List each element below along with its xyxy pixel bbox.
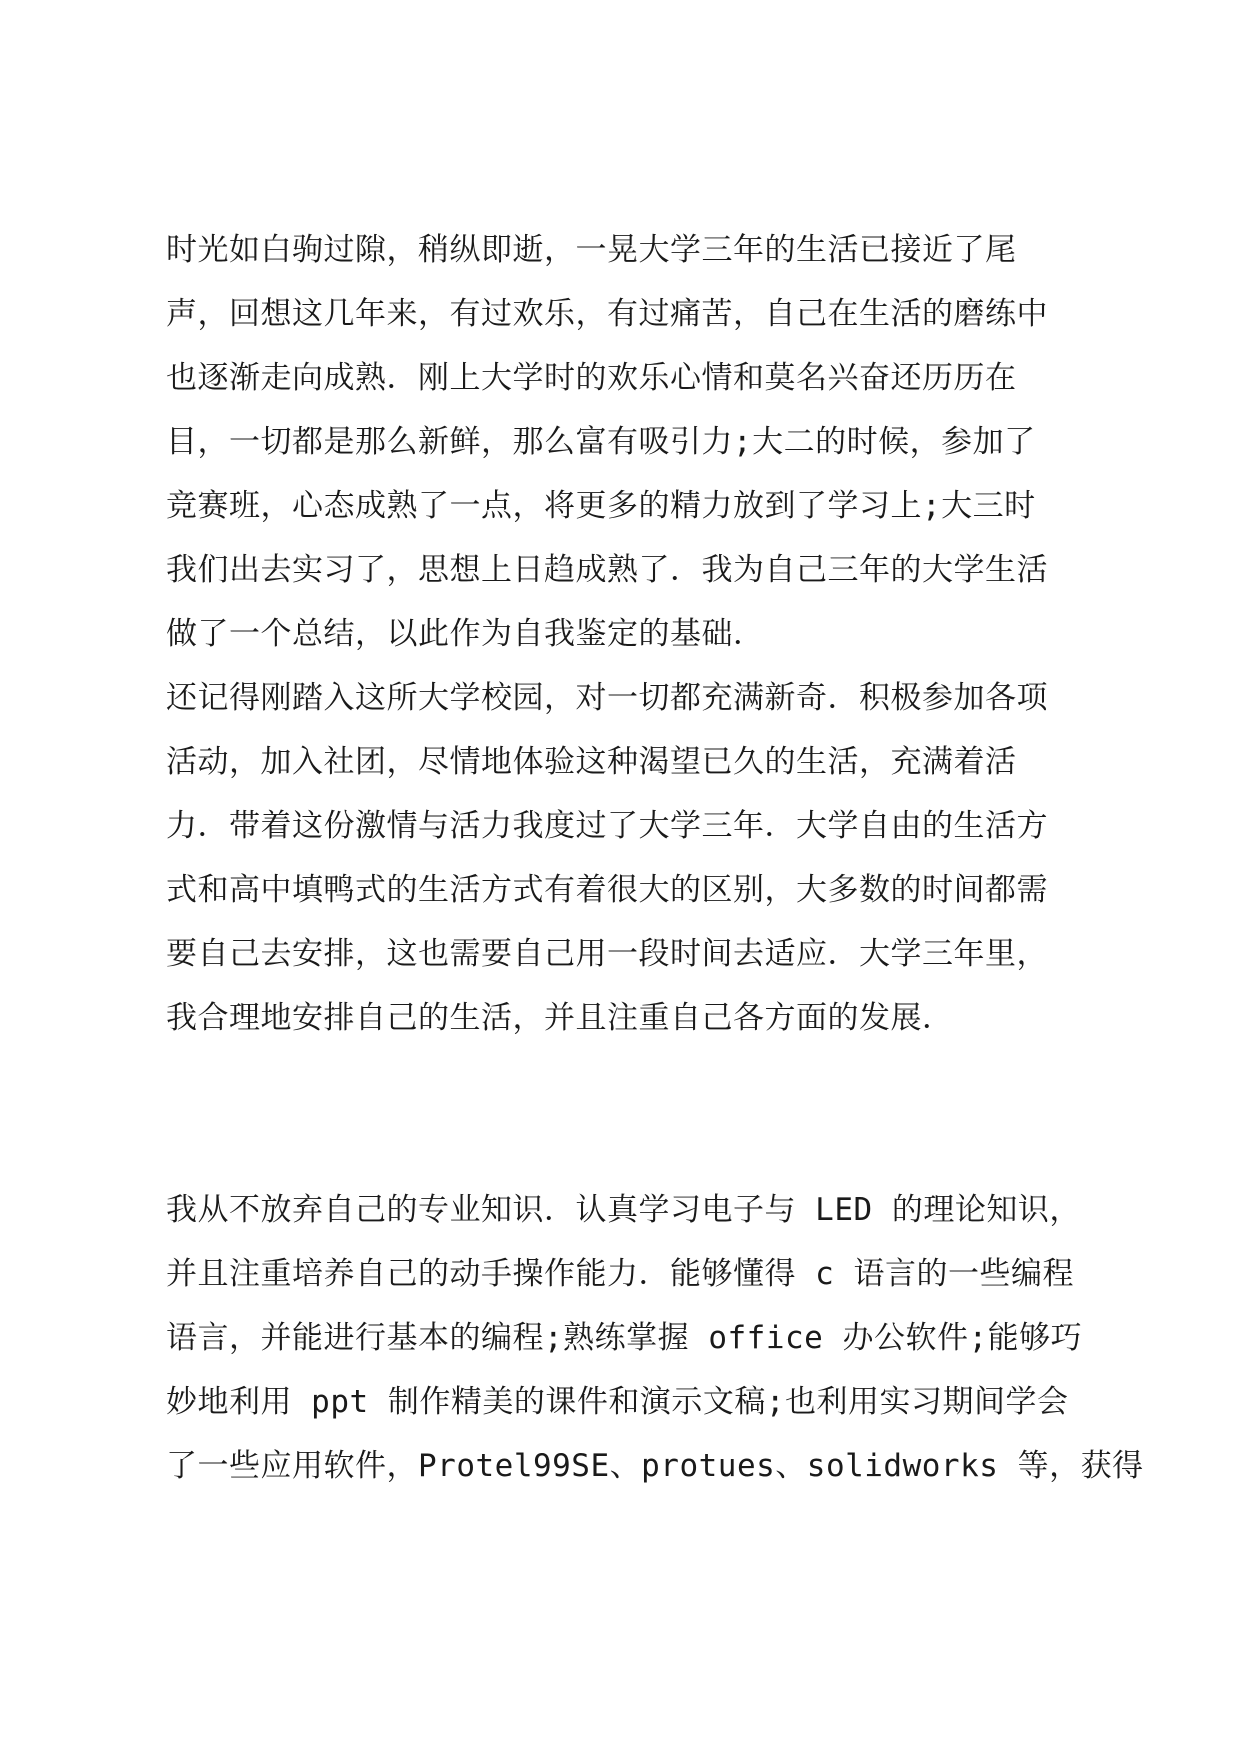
text-line: 时光如白驹过隙，稍纵即逝，一晃大学三年的生活已接近了尾 [166, 232, 1017, 268]
text-line: 妙地利用 ppt 制作精美的课件和演示文稿;也利用实习期间学会 [166, 1384, 1069, 1420]
paragraph-intro [166, 218, 1106, 666]
text-line: 我从不放弃自己的专业知识．认真学习电子与 LED 的理论知识， [166, 1192, 1081, 1228]
text-line: 我们出去实习了，思想上日趋成熟了．我为自己三年的大学生活 [166, 552, 1048, 588]
paragraph-campus-life [166, 666, 1106, 1050]
paragraph-professional-skills [166, 1178, 1144, 1498]
text-line: 做了一个总结，以此作为自我鉴定的基础． [166, 616, 765, 652]
text-line: 语言，并能进行基本的编程;熟练掌握 office 办公软件;能够巧 [166, 1320, 1083, 1356]
text-line: 了一些应用软件，Protel99SE、protues、solidworks 等，获得 [166, 1448, 1144, 1484]
text-line: 竞赛班，心态成熟了一点，将更多的精力放到了学习上;大三时 [166, 488, 1036, 524]
text-line: 声，回想这几年来，有过欢乐，有过痛苦，自己在生活的磨练中 [166, 296, 1048, 332]
text-line: 还记得刚踏入这所大学校园，对一切都充满新奇．积极参加各项 [166, 680, 1048, 716]
text-line: 要自己去安排，这也需要自己用一段时间去适应．大学三年里， [166, 936, 1048, 972]
text-line: 目，一切都是那么新鲜，那么富有吸引力;大二的时候，参加了 [166, 424, 1036, 460]
text-line: 也逐渐走向成熟．刚上大学时的欢乐心情和莫名兴奋还历历在 [166, 360, 1017, 396]
text-line: 我合理地安排自己的生活，并且注重自己各方面的发展． [166, 1000, 954, 1036]
text-line: 活动，加入社团，尽情地体验这种渴望已久的生活，充满着活 [166, 744, 1017, 780]
text-line: 式和高中填鸭式的生活方式有着很大的区别，大多数的时间都需 [166, 872, 1048, 908]
text-line: 并且注重培养自己的动手操作能力．能够懂得 c 语言的一些编程 [166, 1256, 1074, 1292]
text-line: 力．带着这份激情与活力我度过了大学三年．大学自由的生活方 [166, 808, 1048, 844]
